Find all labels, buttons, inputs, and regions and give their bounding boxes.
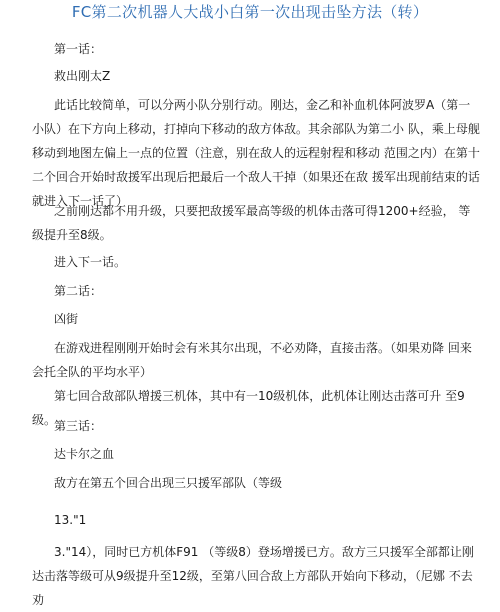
chapter-2-reinforcement-paragraph: 第七回合敌部队增援三机体，其中有一10级机体，此机体让刚达击落可升 至9 级。 xyxy=(32,389,465,427)
chapter-3-subtitle: 达卡尔之血 xyxy=(54,447,115,461)
chapter-1-heading: 第一话： xyxy=(54,42,103,56)
chapter-2-subtitle: 凶街 xyxy=(54,312,79,326)
chapter-1-level-note: 之前刚达都不用升级，只要把敌援军最高等级的机体击落可得1200+经验， 等级提升至8级。 xyxy=(32,204,471,242)
next-chapter-note: 进入下一话。 xyxy=(54,255,127,269)
chapter-3-level-fragment: 13."1 xyxy=(54,513,87,527)
chapter-1-strategy-paragraph: 此话比较简单，可以分两小队分别行动。刚达，金乙和补血机体阿波罗A（第一 小队）在下方向上移动，打掉向下移动的敌方体敌。其余部队为第二小 队，乘上母舰 移动到地图左偏上一点的位置（注意，别在敌人的远程射程和移动 范围之内）在第十 二个回合开始时敌援军出现后把最后一个敌人干掉（如果还在敌 援军出现前结束的话 就进入下一话了） xyxy=(32,98,480,208)
chapter-2-heading: 第二话： xyxy=(54,284,103,298)
chapter-2-opening-paragraph: 在游戏进程刚刚开始时会有米其尔出现，不必劝降，直接击落。（如果劝降 回来会托全队的平均水平） xyxy=(32,341,472,379)
document-title: FC第二次机器人大战小白第一次出现击坠方法（转） xyxy=(71,3,429,21)
chapter-3-reinforcement-line: 敌方在第五个回合出现三只援军部队（等级 xyxy=(54,476,283,490)
chapter-1-subtitle: 救出刚太Z xyxy=(54,69,111,83)
chapter-3-heading: 第三话： xyxy=(54,419,103,433)
chapter-3-strategy-paragraph: 3."14），同时已方机体F91 （等级8）登场增援已方。敌方三只援军全部都让刚达击落等级可从9级提升至12级，至第八回合敌上方部队开始向下移动，（尼娜 不去 劝 xyxy=(32,545,474,607)
